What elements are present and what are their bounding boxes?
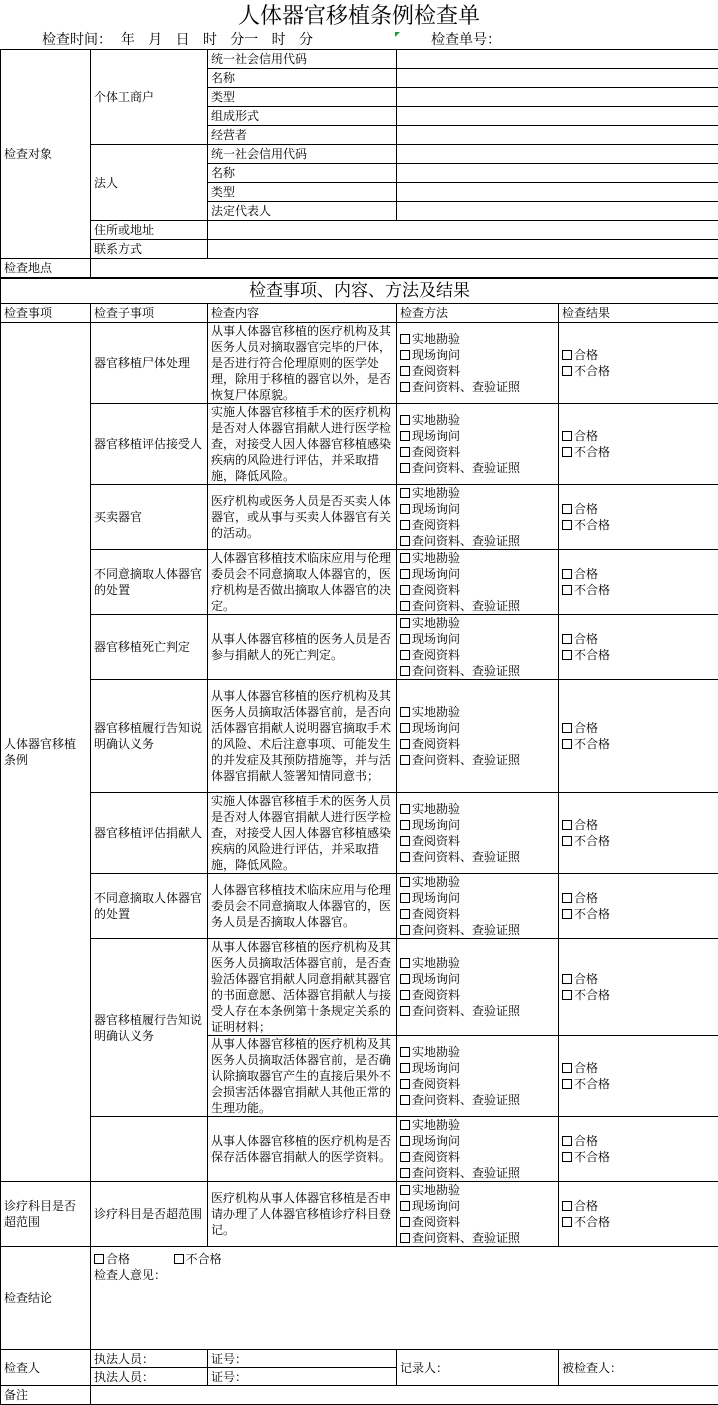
checkbox-icon (400, 990, 410, 1000)
content-cell: 从事人体器官移植的医疗机构及其医务人员摘取活体器官前，是否确认除摘取器官产生的直接后果外不会损害活体器官捐献人其他正常的生理功能。 (208, 1036, 397, 1117)
check-row (1, 1117, 718, 1182)
method-options (397, 323, 559, 404)
result-options (559, 793, 718, 874)
field-label: 经营者 (208, 126, 397, 145)
method-option[interactable]: 查阅资料 (400, 736, 555, 752)
method-option[interactable]: 查问资料、查验证照 (400, 922, 555, 938)
method-option[interactable]: 现场询问 (400, 720, 555, 736)
subitem-label: 不同意摘取人体器官的处置 (91, 550, 208, 615)
result-options (559, 404, 718, 485)
check-row (1, 615, 718, 680)
result-options (559, 485, 718, 550)
checkbox-icon (400, 350, 410, 360)
checkbox-icon (400, 1152, 410, 1162)
checkbox-icon (562, 447, 572, 457)
result-option[interactable]: 合格 (562, 1133, 715, 1149)
method-option[interactable]: 实地勘验 (400, 704, 555, 720)
result-option[interactable]: 合格 (562, 501, 715, 517)
content-cell: 从事人体器官移植的医疗机构是否保存活体器官捐献人的医学资料。 (208, 1117, 397, 1182)
checkbox-icon (562, 520, 572, 530)
method-option[interactable]: 实地勘验 (400, 1117, 555, 1133)
result-option[interactable]: 合格 (562, 347, 715, 363)
checkbox-icon (400, 836, 410, 846)
method-option[interactable]: 现场询问 (400, 428, 555, 444)
checkbox-icon (562, 836, 572, 846)
field-input[interactable] (397, 126, 718, 145)
page-title: 人体器官移植条例检查单 (0, 0, 718, 32)
legal-label: 法人 (91, 145, 208, 221)
content-cell: 从事人体器官移植的医疗机构及其医务人员摘取活体器官前，是否向活体器官捐献人说明器官摘取手术的风险、术后注意事项、可能发生的并发症及其预防措施等，并与活体器官捐献人签署知情同意书； (208, 680, 397, 793)
check-row (1, 680, 718, 793)
remark-input[interactable] (91, 1386, 718, 1405)
inspected-label: 被检查人： (559, 1350, 718, 1386)
content-cell: 从事人体器官移植的医务人员是否参与捐献人的死亡判定。 (208, 615, 397, 680)
checkbox-icon (400, 1006, 410, 1016)
method-option[interactable]: 实地勘验 (400, 331, 555, 347)
method-option[interactable]: 实地勘验 (400, 485, 555, 501)
content-cell: 人体器官移植技术临床应用与伦理委员会不同意摘取人体器官的，医务人员是否摘取人体器官。 (208, 874, 397, 939)
checkbox-icon (400, 1095, 410, 1105)
checkbox-icon (400, 488, 410, 498)
result-option[interactable]: 不合格 (562, 906, 715, 922)
checkbox-icon (400, 755, 410, 765)
checkbox-icon (400, 893, 410, 903)
field-input[interactable] (397, 164, 718, 183)
checkbox-icon (562, 366, 572, 376)
scope-row (1, 1182, 718, 1247)
result-options (559, 1036, 718, 1117)
checkbox-icon (562, 909, 572, 919)
cert-label: 证号： (208, 1368, 397, 1386)
checkbox-icon (562, 585, 572, 595)
checkbox-icon (94, 1254, 104, 1264)
method-option[interactable]: 现场询问 (400, 890, 555, 906)
checkbox-icon (400, 382, 410, 392)
result-option[interactable]: 不合格 (562, 736, 715, 752)
method-option[interactable]: 查问资料、查验证照 (400, 1003, 555, 1019)
method-options (397, 404, 559, 485)
method-option[interactable]: 现场询问 (400, 347, 555, 363)
checkbox-icon (562, 1063, 572, 1073)
subitem-label: 不同意摘取人体器官的处置 (91, 874, 208, 939)
checkbox-icon (400, 666, 410, 676)
field-label: 法定代表人 (208, 202, 397, 221)
result-option[interactable]: 不合格 (562, 1149, 715, 1165)
field-label: 类型 (208, 183, 397, 202)
check-row (1, 323, 718, 404)
item-main-label: 人体器官移植条例 (1, 323, 91, 1182)
method-option[interactable]: 实地勘验 (400, 1044, 555, 1060)
content-cell: 人体器官移植技术临床应用与伦理委员会不同意摘取人体器官的，医疗机构是否做出摘取人体器官的决定。 (208, 550, 397, 615)
method-option[interactable]: 现场询问 (400, 631, 555, 647)
result-option[interactable]: 合格 (562, 1060, 715, 1076)
method-option[interactable]: 查问资料、查验证照 (400, 663, 555, 679)
checkbox-icon (562, 990, 572, 1000)
result-options (559, 550, 718, 615)
checkbox-icon (400, 958, 410, 968)
result-options (559, 1182, 718, 1247)
checkbox-icon (400, 852, 410, 862)
method-option[interactable]: 查阅资料 (400, 1149, 555, 1165)
method-option[interactable]: 现场询问 (400, 971, 555, 987)
result-options (559, 874, 718, 939)
result-option[interactable]: 合格 (562, 566, 715, 582)
result-option[interactable]: 合格 (562, 971, 715, 987)
location-input[interactable] (91, 259, 718, 278)
scope-content: 医疗机构从事人体器官移植是否申请办理了人体器官移植诊疗科目登记。 (208, 1182, 397, 1247)
content-cell: 医疗机构或医务人员是否买卖人体器官，或从事与买卖人体器官有关的活动。 (208, 485, 397, 550)
method-options (397, 1036, 559, 1117)
contact-label: 联系方式 (91, 240, 208, 259)
result-option[interactable]: 合格 (562, 631, 715, 647)
header-result: 检查结果 (559, 304, 718, 323)
check-row (1, 874, 718, 939)
scope-sub-label: 诊疗科目是否超范围 (91, 1182, 208, 1247)
checkbox-icon (400, 463, 410, 473)
method-options (397, 793, 559, 874)
checkbox-icon (400, 1201, 410, 1211)
header-method: 检查方法 (397, 304, 559, 323)
checkbox-icon (400, 925, 410, 935)
method-option[interactable]: 查问资料、查验证照 (400, 533, 555, 549)
check-time-label: 检查时间： 年 月 日 时 分一 时 分 (42, 32, 313, 49)
content-cell: 从事人体器官移植的医疗机构及其医务人员摘取活体器官前，是否查验活体器官捐献人同意捐献其器官的书面意愿、活体器官捐献人与接受人存在本条例第十条规定关系的证明材料； (208, 939, 397, 1036)
method-option[interactable]: 实地勘验 (400, 1182, 555, 1198)
method-option[interactable]: 现场询问 (400, 566, 555, 582)
result-option[interactable]: 不合格 (562, 647, 715, 663)
subitem-label: 器官移植履行告知说明确认义务 (91, 680, 208, 793)
checkbox-icon (562, 1152, 572, 1162)
checkbox-icon (400, 1217, 410, 1227)
checkbox-icon (400, 909, 410, 919)
method-option[interactable]: 查阅资料 (400, 1076, 555, 1092)
method-option[interactable]: 实地勘验 (400, 955, 555, 971)
result-option[interactable]: 合格 (562, 720, 715, 736)
field-input[interactable] (397, 145, 718, 164)
checkbox-icon (562, 431, 572, 441)
method-option[interactable]: 查问资料、查验证照 (400, 1092, 555, 1108)
individual-label: 个体工商户 (91, 50, 208, 145)
check-row (1, 793, 718, 874)
check-items-table (0, 278, 718, 1405)
method-option[interactable]: 查问资料、查验证照 (400, 752, 555, 768)
field-label: 类型 (208, 88, 397, 107)
content-cell: 从事人体器官移植的医疗机构及其医务人员对摘取器官完毕的尸体，是否进行符合伦理原则的医学处理，除用于移植的器官以外，是否恢复尸体原貌。 (208, 323, 397, 404)
checkbox-icon (562, 974, 572, 984)
result-option[interactable]: 不合格 (562, 833, 715, 849)
content-cell: 实施人体器官移植手术的医务人员是否对人体器官捐献人进行医学检查，对接受人因人体器官移植感染疾病的风险进行评估，并采取措施，降低风险。 (208, 793, 397, 874)
subitem-label: 器官移植尸体处理 (91, 323, 208, 404)
address-label: 住所或地址 (91, 221, 208, 240)
checkbox-icon (562, 820, 572, 830)
checkbox-icon (400, 585, 410, 595)
field-input[interactable] (397, 183, 718, 202)
check-rows (1, 323, 718, 1182)
result-options (559, 615, 718, 680)
field-input[interactable] (397, 69, 718, 88)
field-label: 统一社会信用代码 (208, 145, 397, 164)
conclusion-pass-option[interactable]: 合格 (94, 1252, 130, 1266)
method-option[interactable]: 查阅资料 (400, 582, 555, 598)
field-input[interactable] (397, 202, 718, 221)
method-option[interactable]: 实地勘验 (400, 550, 555, 566)
result-option[interactable]: 不合格 (562, 582, 715, 598)
method-option[interactable]: 查问资料、查验证照 (400, 379, 555, 395)
checkbox-icon (562, 569, 572, 579)
method-options (397, 874, 559, 939)
method-option[interactable]: 查问资料、查验证照 (400, 1230, 555, 1246)
cell-comment-marker (395, 32, 400, 37)
checkbox-icon (400, 723, 410, 733)
method-option[interactable]: 实地勘验 (400, 412, 555, 428)
checkbox-icon (562, 1079, 572, 1089)
scope-main-label: 诊疗科目是否超范围 (1, 1182, 91, 1247)
checkbox-icon (400, 366, 410, 376)
result-options (559, 1117, 718, 1182)
checkbox-icon (400, 1079, 410, 1089)
result-options (559, 939, 718, 1036)
checkbox-icon (400, 974, 410, 984)
check-row (1, 939, 718, 1036)
checkbox-icon (400, 553, 410, 563)
method-option[interactable]: 现场询问 (400, 501, 555, 517)
field-label: 组成形式 (208, 107, 397, 126)
cert-label: 证号： (208, 1350, 397, 1368)
checkbox-icon (400, 739, 410, 749)
sheet-header-line (0, 32, 718, 49)
method-option[interactable]: 现场询问 (400, 1060, 555, 1076)
result-options (559, 680, 718, 793)
checkbox-icon (400, 1233, 410, 1243)
check-row (1, 404, 718, 485)
method-option[interactable]: 查阅资料 (400, 517, 555, 533)
checkbox-icon (562, 893, 572, 903)
check-row (1, 550, 718, 615)
checkbox-icon (400, 618, 410, 628)
officer-label: 执法人员： (91, 1368, 208, 1386)
conclusion-label: 检查结论 (1, 1247, 91, 1350)
checkbox-icon (400, 877, 410, 887)
result-options (559, 323, 718, 404)
subitem-label: 器官移植死亡判定 (91, 615, 208, 680)
header-item: 检查事项 (1, 304, 91, 323)
checkbox-icon (400, 601, 410, 611)
checkbox-icon (400, 504, 410, 514)
method-option[interactable]: 查阅资料 (400, 906, 555, 922)
object-table (0, 49, 718, 278)
result-option[interactable]: 合格 (562, 890, 715, 906)
method-options (397, 939, 559, 1036)
checkbox-icon (400, 1063, 410, 1073)
method-option[interactable]: 查阅资料 (400, 363, 555, 379)
check-number-label: 检查单号： (431, 32, 501, 49)
field-label: 名称 (208, 164, 397, 183)
subitem-label (91, 1117, 208, 1182)
address-input[interactable] (208, 221, 718, 240)
method-option[interactable]: 查问资料、查验证照 (400, 460, 555, 476)
checkbox-icon (562, 739, 572, 749)
check-row (1, 485, 718, 550)
conclusion-fail-option[interactable]: 不合格 (174, 1252, 222, 1266)
field-input[interactable] (397, 88, 718, 107)
result-option[interactable]: 不合格 (562, 1076, 715, 1092)
header-subitem: 检查子事项 (91, 304, 208, 323)
checkbox-icon (562, 1201, 572, 1211)
checkbox-icon (400, 334, 410, 344)
content-cell: 实施人体器官移植手术的医疗机构是否对人体器官捐献人进行医学检查，对接受人因人体器官移植感染疾病的风险进行评估，并采取措施，降低风险。 (208, 404, 397, 485)
method-option[interactable]: 查问资料、查验证照 (400, 1165, 555, 1181)
method-option[interactable]: 查阅资料 (400, 833, 555, 849)
method-option[interactable]: 实地勘验 (400, 801, 555, 817)
header-content: 检查内容 (208, 304, 397, 323)
subitem-label: 器官移植评估接受人 (91, 404, 208, 485)
checkbox-icon (400, 447, 410, 457)
result-option[interactable]: 不合格 (562, 444, 715, 460)
method-option[interactable]: 查阅资料 (400, 444, 555, 460)
method-options (397, 680, 559, 793)
result-option[interactable]: 不合格 (562, 987, 715, 1003)
checkbox-icon (562, 650, 572, 660)
result-option[interactable]: 合格 (562, 817, 715, 833)
method-option[interactable]: 现场询问 (400, 1198, 555, 1214)
checkbox-icon (400, 634, 410, 644)
officer-label: 执法人员： (91, 1350, 208, 1368)
subitem-label: 器官移植评估捐献人 (91, 793, 208, 874)
field-label: 统一社会信用代码 (208, 50, 397, 69)
checkbox-icon (400, 1168, 410, 1178)
checkbox-icon (174, 1254, 184, 1264)
checkbox-icon (400, 650, 410, 660)
checkbox-icon (400, 707, 410, 717)
checkbox-icon (562, 504, 572, 514)
method-option[interactable]: 实地勘验 (400, 615, 555, 631)
method-option[interactable]: 现场询问 (400, 817, 555, 833)
method-options (397, 485, 559, 550)
checkbox-icon (400, 1185, 410, 1195)
checkbox-icon (400, 820, 410, 830)
method-option[interactable]: 查阅资料 (400, 647, 555, 663)
location-label: 检查地点 (1, 259, 91, 278)
method-options (397, 550, 559, 615)
method-options (397, 1117, 559, 1182)
checkbox-icon (400, 804, 410, 814)
field-label: 名称 (208, 69, 397, 88)
method-options (397, 615, 559, 680)
checkbox-icon (400, 520, 410, 530)
checkbox-icon (400, 536, 410, 546)
remark-label: 备注 (1, 1386, 91, 1405)
result-option[interactable]: 不合格 (562, 363, 715, 379)
object-label: 检查对象 (1, 50, 91, 259)
method-option[interactable]: 现场询问 (400, 1133, 555, 1149)
result-option[interactable]: 合格 (562, 428, 715, 444)
inspector-label: 检查人 (1, 1350, 91, 1386)
checkbox-icon (562, 350, 572, 360)
method-option[interactable]: 查问资料、查验证照 (400, 598, 555, 614)
field-input[interactable] (397, 50, 718, 69)
recorder-label: 记录人： (397, 1350, 559, 1386)
checkbox-icon (400, 431, 410, 441)
checkbox-icon (562, 634, 572, 644)
checkbox-icon (400, 1136, 410, 1146)
method-option[interactable]: 查问资料、查验证照 (400, 849, 555, 865)
opinion-label: 检查人意见： (94, 1267, 715, 1283)
method-option[interactable]: 实地勘验 (400, 874, 555, 890)
method-option[interactable]: 查阅资料 (400, 987, 555, 1003)
method-option[interactable]: 查阅资料 (400, 1214, 555, 1230)
checkbox-icon (400, 569, 410, 579)
result-option[interactable]: 合格 (562, 1198, 715, 1214)
result-option[interactable]: 不合格 (562, 1214, 715, 1230)
checkbox-icon (562, 723, 572, 733)
contact-input[interactable] (208, 240, 718, 259)
checkbox-icon (400, 1047, 410, 1057)
checkbox-icon (562, 1136, 572, 1146)
field-input[interactable] (397, 107, 718, 126)
subitem-label: 器官移植履行告知说明确认义务 (91, 939, 208, 1117)
checkbox-icon (562, 1217, 572, 1227)
section-title: 检查事项、内容、方法及结果 (1, 279, 718, 304)
subitem-label: 买卖器官 (91, 485, 208, 550)
checkbox-icon (400, 1120, 410, 1130)
result-option[interactable]: 不合格 (562, 517, 715, 533)
method-options (397, 1182, 559, 1247)
checkbox-icon (400, 415, 410, 425)
